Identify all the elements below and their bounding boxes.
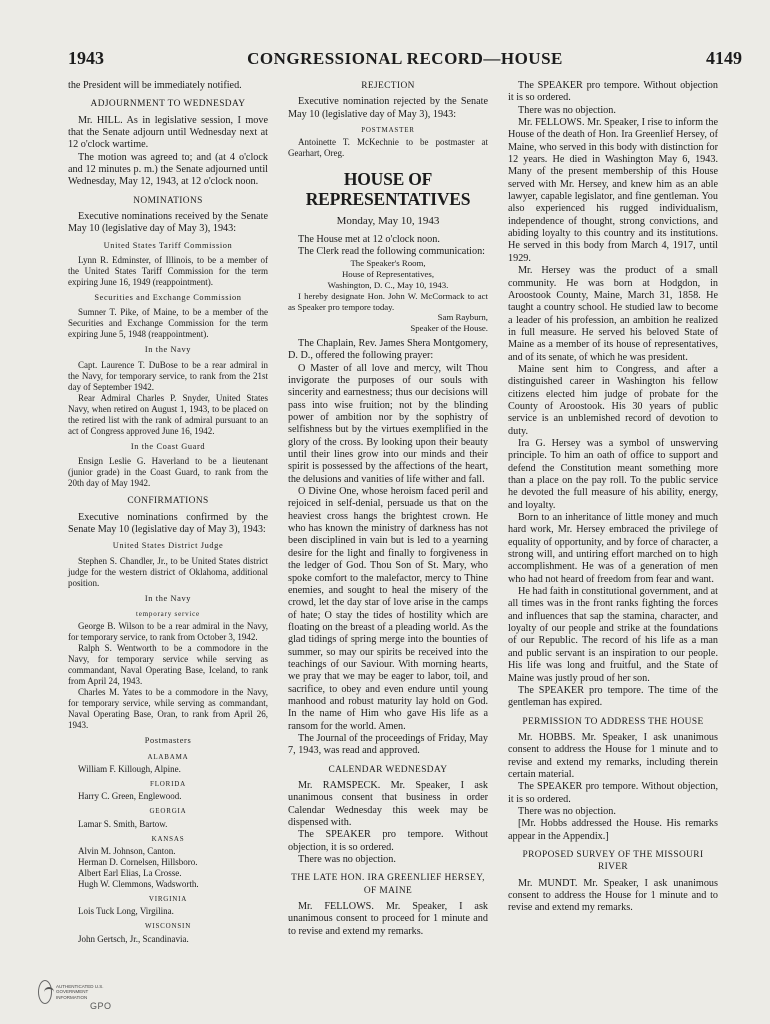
authentication-stamp xyxy=(38,975,118,1009)
paragraph: The SPEAKER pro tempore. The time of the gentleman has expired. xyxy=(508,684,718,709)
gpo-logo: GPO xyxy=(90,1001,112,1011)
paragraph: Mr. FELLOWS. Mr. Speaker, I rise to inform the House of the death of Hon. Ira Greenlief Hersey, of Maine, who served in this body with distinction for 12 years. He died in Washington May 6, 1943. Many of the present membership of this House served with Mr. Hersey, and knew him as an able lawyer, capable legislator, and fine gentleman. You also experienced his rugged individualism, independence of thought, strong convictions, and abiding loyalty to this country and its institutions. He served in this body from March 4, 1917, until 1929. xyxy=(508,117,718,264)
letter-line: The Speaker's Room, xyxy=(350,258,426,269)
paragraph: There was no objection. xyxy=(298,854,396,866)
paragraph: Stephen S. Chandler, Jr., to be United States district judge for the western district of Oklahoma, additional position. xyxy=(68,555,268,588)
paragraph: Executive nominations confirmed by the Senate May 10 (legislative day of May 3), 1943: xyxy=(68,511,268,535)
header-year: 1943 xyxy=(68,48,104,68)
postmaster-entry: Lois Tuck Long, Virgilina. xyxy=(78,906,174,917)
column-3 xyxy=(508,80,718,915)
postmaster-entry: William F. Killough, Alpine. xyxy=(78,763,181,774)
prayer-paragraph: O Divine One, whose heroism faced peril and rejoiced in self-denial, persuade us that on the heaviest cross hangs the brightest crown. He who has known the ministry of darkness has not been disciplined in vain but is led to a yearning desire for the light and finally to forgiveness in the ledger of God. Thou Son of St. Mary, who spoke comfort to the malefactor, mercy to Thine enemies, and sought to heal the misery of the crowd, let the day star of love arise in the camps of hate; O stay the tides of hostility which are floating on the breast of a pleading world. As the glad tidings of spring merge into the bounties of summer, so may our spirits be received into the teachings of our Saviour. With morning hearts, we pray that we may be eager to labor, toil, and sacrifice, to obey and even endure until young manhood and robust maturity lay hold on God. In the name of Him who gave His life as a ransom for the world. Amen. xyxy=(288,486,488,732)
postmaster-entry: Lamar S. Smith, Bartow. xyxy=(78,818,168,829)
prayer-paragraph: O Master of all love and mercy, wilt Thou invigorate the purposes of our souls with sincerity and earnestness; thus our decisions will pass into wise fruition; not by the blinding power of ambition nor by the sophistry of selfishness but by the virtues exemplified in the glory of the cross. By looking upon their beauty until their lines grow into our minds and their spirit is possessed by the affections of the heart, the delusions and vanities of life wither and fall. xyxy=(288,362,488,485)
letter-signature: Sam Rayburn, xyxy=(437,312,488,323)
subheading: In the Navy xyxy=(144,593,192,603)
postmaster-entry: Harry C. Green, Englewood. xyxy=(78,791,182,802)
paragraph: Mr. RAMSPECK. Mr. Speaker, I ask unanimous consent that business in order Calendar Wednesday this week may be dispensed with. xyxy=(288,780,488,829)
postmaster-entry: Albert Earl Elias, La Crosse. xyxy=(78,867,182,878)
paragraph: Lynn R. Edminster, of Illinois, to be a member of the United States Tariff Commission for the term expiring June 16, 1949 (reappointment). xyxy=(68,255,268,288)
state-label: KANSAS xyxy=(151,834,185,843)
letter-line: I hereby designate Hon. John W. McCormack to act as Speaker pro tempore today. xyxy=(288,290,488,312)
subheading: In the Navy xyxy=(144,345,192,355)
paragraph: Mr. HOBBS. Mr. Speaker, I ask unanimous consent to address the House for 1 minute and to revise and extend my remarks, including therein certain material. xyxy=(508,731,718,780)
section-heading-rejection: REJECTION xyxy=(361,81,415,91)
state-label: ALABAMA xyxy=(147,752,189,761)
paragraph: The Journal of the proceedings of Friday, May 7, 1943, was read and approved. xyxy=(288,732,488,757)
house-title: HOUSE OF REPRESENTATIVES xyxy=(305,169,471,210)
paragraph: There was no objection. xyxy=(518,805,616,817)
section-heading-permission: PERMISSION TO ADDRESS THE HOUSE xyxy=(522,716,704,727)
paragraph: Executive nomination rejected by the Senate May 10 (legislative day of May 3), 1943: xyxy=(288,96,488,120)
subheading: United States Tariff Commission xyxy=(103,240,233,250)
paragraph: The motion was agreed to; and (at 4 o'clock and 12 minutes p. m.) the Senate adjourned until Wednesday, May 12, 1943, at 12 o'clock noon. xyxy=(68,151,268,188)
dateline: Monday, May 10, 1943 xyxy=(336,215,440,228)
paragraph: Sumner T. Pike, of Maine, to be a member of the Securities and Exchange Commission for the term expiring June 5, 1948 (reappointment). xyxy=(68,307,268,340)
subheading: United States District Judge xyxy=(112,541,224,551)
postmaster-entry: John Gertsch, Jr., Scandinavia. xyxy=(78,933,189,944)
state-label: WISCONSIN xyxy=(144,922,192,931)
subheading: In the Coast Guard xyxy=(130,441,206,451)
postmaster-entry: Herman D. Cornelsen, Hillsboro. xyxy=(78,856,198,867)
subheading: Postmasters xyxy=(144,736,192,746)
paragraph: Ensign Leslie G. Haverland to be a lieutenant (junior grade) in the Coast Guard, to rank from the 20th day of May 1942. xyxy=(68,456,268,489)
paragraph: The SPEAKER pro tempore. Without objection, it is so ordered. xyxy=(508,781,718,805)
paragraph: Maine sent him to Congress, and after a distinguished career in Washington his fellow citizens elected him judge of probate for the County of Aroostook. His 30 years of public service is an unblemished record of devotion to duty. xyxy=(508,363,718,437)
paragraph: There was no objection. xyxy=(518,104,616,116)
subheading: Securities and Exchange Commission xyxy=(94,293,242,303)
paragraph: Mr. FELLOWS. Mr. Speaker, I ask unanimous consent to proceed for 1 minute and to revise and extend my remarks. xyxy=(288,901,488,937)
paragraph: The SPEAKER pro tempore. Without objection it is so ordered. xyxy=(508,80,718,104)
column-1 xyxy=(68,80,268,945)
paragraph: He had faith in constitutional government, and at all times was in the front ranks fighting the forces and influences that sap the stamina, character, and loyalty of our people and strike at the foundations of our Republic. The record of his life as a man and public servant is an inspiration to our people. His life was long and fruitful, and the State of Maine was justly proud of her son. xyxy=(508,586,718,684)
paragraph: Antoinette T. McKechnie to be postmaster at Gearhart, Oreg. xyxy=(288,137,488,159)
header-title: CONGRESSIONAL RECORD—HOUSE xyxy=(247,49,563,68)
section-heading-confirmations: CONFIRMATIONS xyxy=(127,496,209,507)
paragraph: The House met at 12 o'clock noon. xyxy=(298,233,440,245)
paragraph: Rear Admiral Charles P. Snyder, United States Navy, when retired on August 1, 1943, to be placed on the retired list with the rank of admiral pursuant to an act of Congress approved June 16, 1942. xyxy=(68,392,268,436)
paragraph: Capt. Laurence T. DuBose to be a rear admiral in the Navy, for temporary service, to rank from the 21st day of September 1942. xyxy=(68,359,268,392)
paragraph: [Mr. Hobbs addressed the House. His remarks appear in the Appendix.] xyxy=(508,818,718,842)
letter-line: Washington, D. C., May 10, 1943. xyxy=(327,280,449,290)
paragraph: Mr. Hersey was the product of a small community. He was born at Hodgdon, in Aroostook County, Maine, March 31, 1858. He taught a country school. He studied law to become a leader of his profession, an ambition he realized in full measure. He served his beloved State of Maine as a member of its house of representatives, and of its senate, of which he was president. xyxy=(508,265,718,363)
column-2 xyxy=(288,80,488,938)
paragraph: Executive nominations received by the Senate May 10 (legislative day of May 3), 1943: xyxy=(68,211,268,235)
paragraph: Born to an inheritance of little money and much hard work, Mr. Hersey embraced the privilege of equality of opportunity, and by force of character, a strong will, and untiring effort marched on to high accomplishment. He was of a generation of men who had not heard of freedom from fear and want. xyxy=(508,512,718,585)
eagle-seal-icon xyxy=(38,980,52,1004)
section-heading-hersey: THE LATE HON. IRA GREENLIEF HERSEY, OF MAINE xyxy=(291,873,485,896)
section-heading-adjournment: ADJOURNMENT TO WEDNESDAY xyxy=(90,99,246,110)
state-label: VIRGINIA xyxy=(148,894,188,903)
section-heading-missouri: PROPOSED SURVEY OF THE MISSOURI RIVER xyxy=(522,849,704,873)
postmaster-entry: Alvin M. Johnson, Canton. xyxy=(78,845,176,856)
paragraph: Ira G. Hersey was a symbol of unswerving principle. To him an oath of office to support and defend the Constitution meant something more than a place on the pay roll. To the public service he devoted the full measure of his ability, energy, and loyalty. xyxy=(508,437,718,511)
header-page-number: 4149 xyxy=(705,48,742,68)
subheading: temporary service xyxy=(136,609,200,618)
postmaster-entry: Hugh W. Clemmons, Wadsworth. xyxy=(78,878,199,889)
state-label: GEORGIA xyxy=(149,807,187,816)
paragraph: Mr. MUNDT. Mr. Speaker, I ask unanimous consent to address the House for 1 minute and to revise and extend my remarks. xyxy=(508,877,718,914)
section-heading-calendar: CALENDAR WEDNESDAY xyxy=(328,764,448,775)
paragraph: The Chaplain, Rev. James Shera Montgomery, D. D., offered the following prayer: xyxy=(288,337,488,362)
paragraph: the President will be immediately notified. xyxy=(68,80,242,91)
paragraph: The Clerk read the following communication: xyxy=(298,246,486,258)
section-heading-nominations: NOMINATIONS xyxy=(133,195,203,206)
paragraph: George B. Wilson to be a rear admiral in the Navy, for temporary service, to rank from October 3, 1942. xyxy=(68,621,268,643)
subheading: POSTMASTER xyxy=(361,126,415,135)
letter-signature-title: Speaker of the House. xyxy=(410,323,488,334)
paragraph: The SPEAKER pro tempore. Without objection, it is so ordered. xyxy=(288,829,488,853)
state-label: FLORIDA xyxy=(150,779,186,788)
letter-line: House of Representatives, xyxy=(341,269,435,280)
paragraph: Mr. HILL. As in legislative session, I move that the Senate adjourn until Wednesday next at 12 o'clock wartime. xyxy=(68,114,268,151)
page-header xyxy=(68,48,742,74)
paragraph: Ralph S. Wentworth to be a commodore in the Navy, for temporary service while serving as commandant, Naval Operating Base, Iceland, to rank from April 24, 1943. xyxy=(68,643,268,687)
stamp-text: AUTHENTICATED U.S. GOVERNMENT INFORMATION xyxy=(56,983,104,1000)
paragraph: Charles M. Yates to be a commodore in the Navy, for temporary service, while serving as commandant, Naval Operating Base, Oran, to rank from April 26, 1943. xyxy=(68,687,268,731)
